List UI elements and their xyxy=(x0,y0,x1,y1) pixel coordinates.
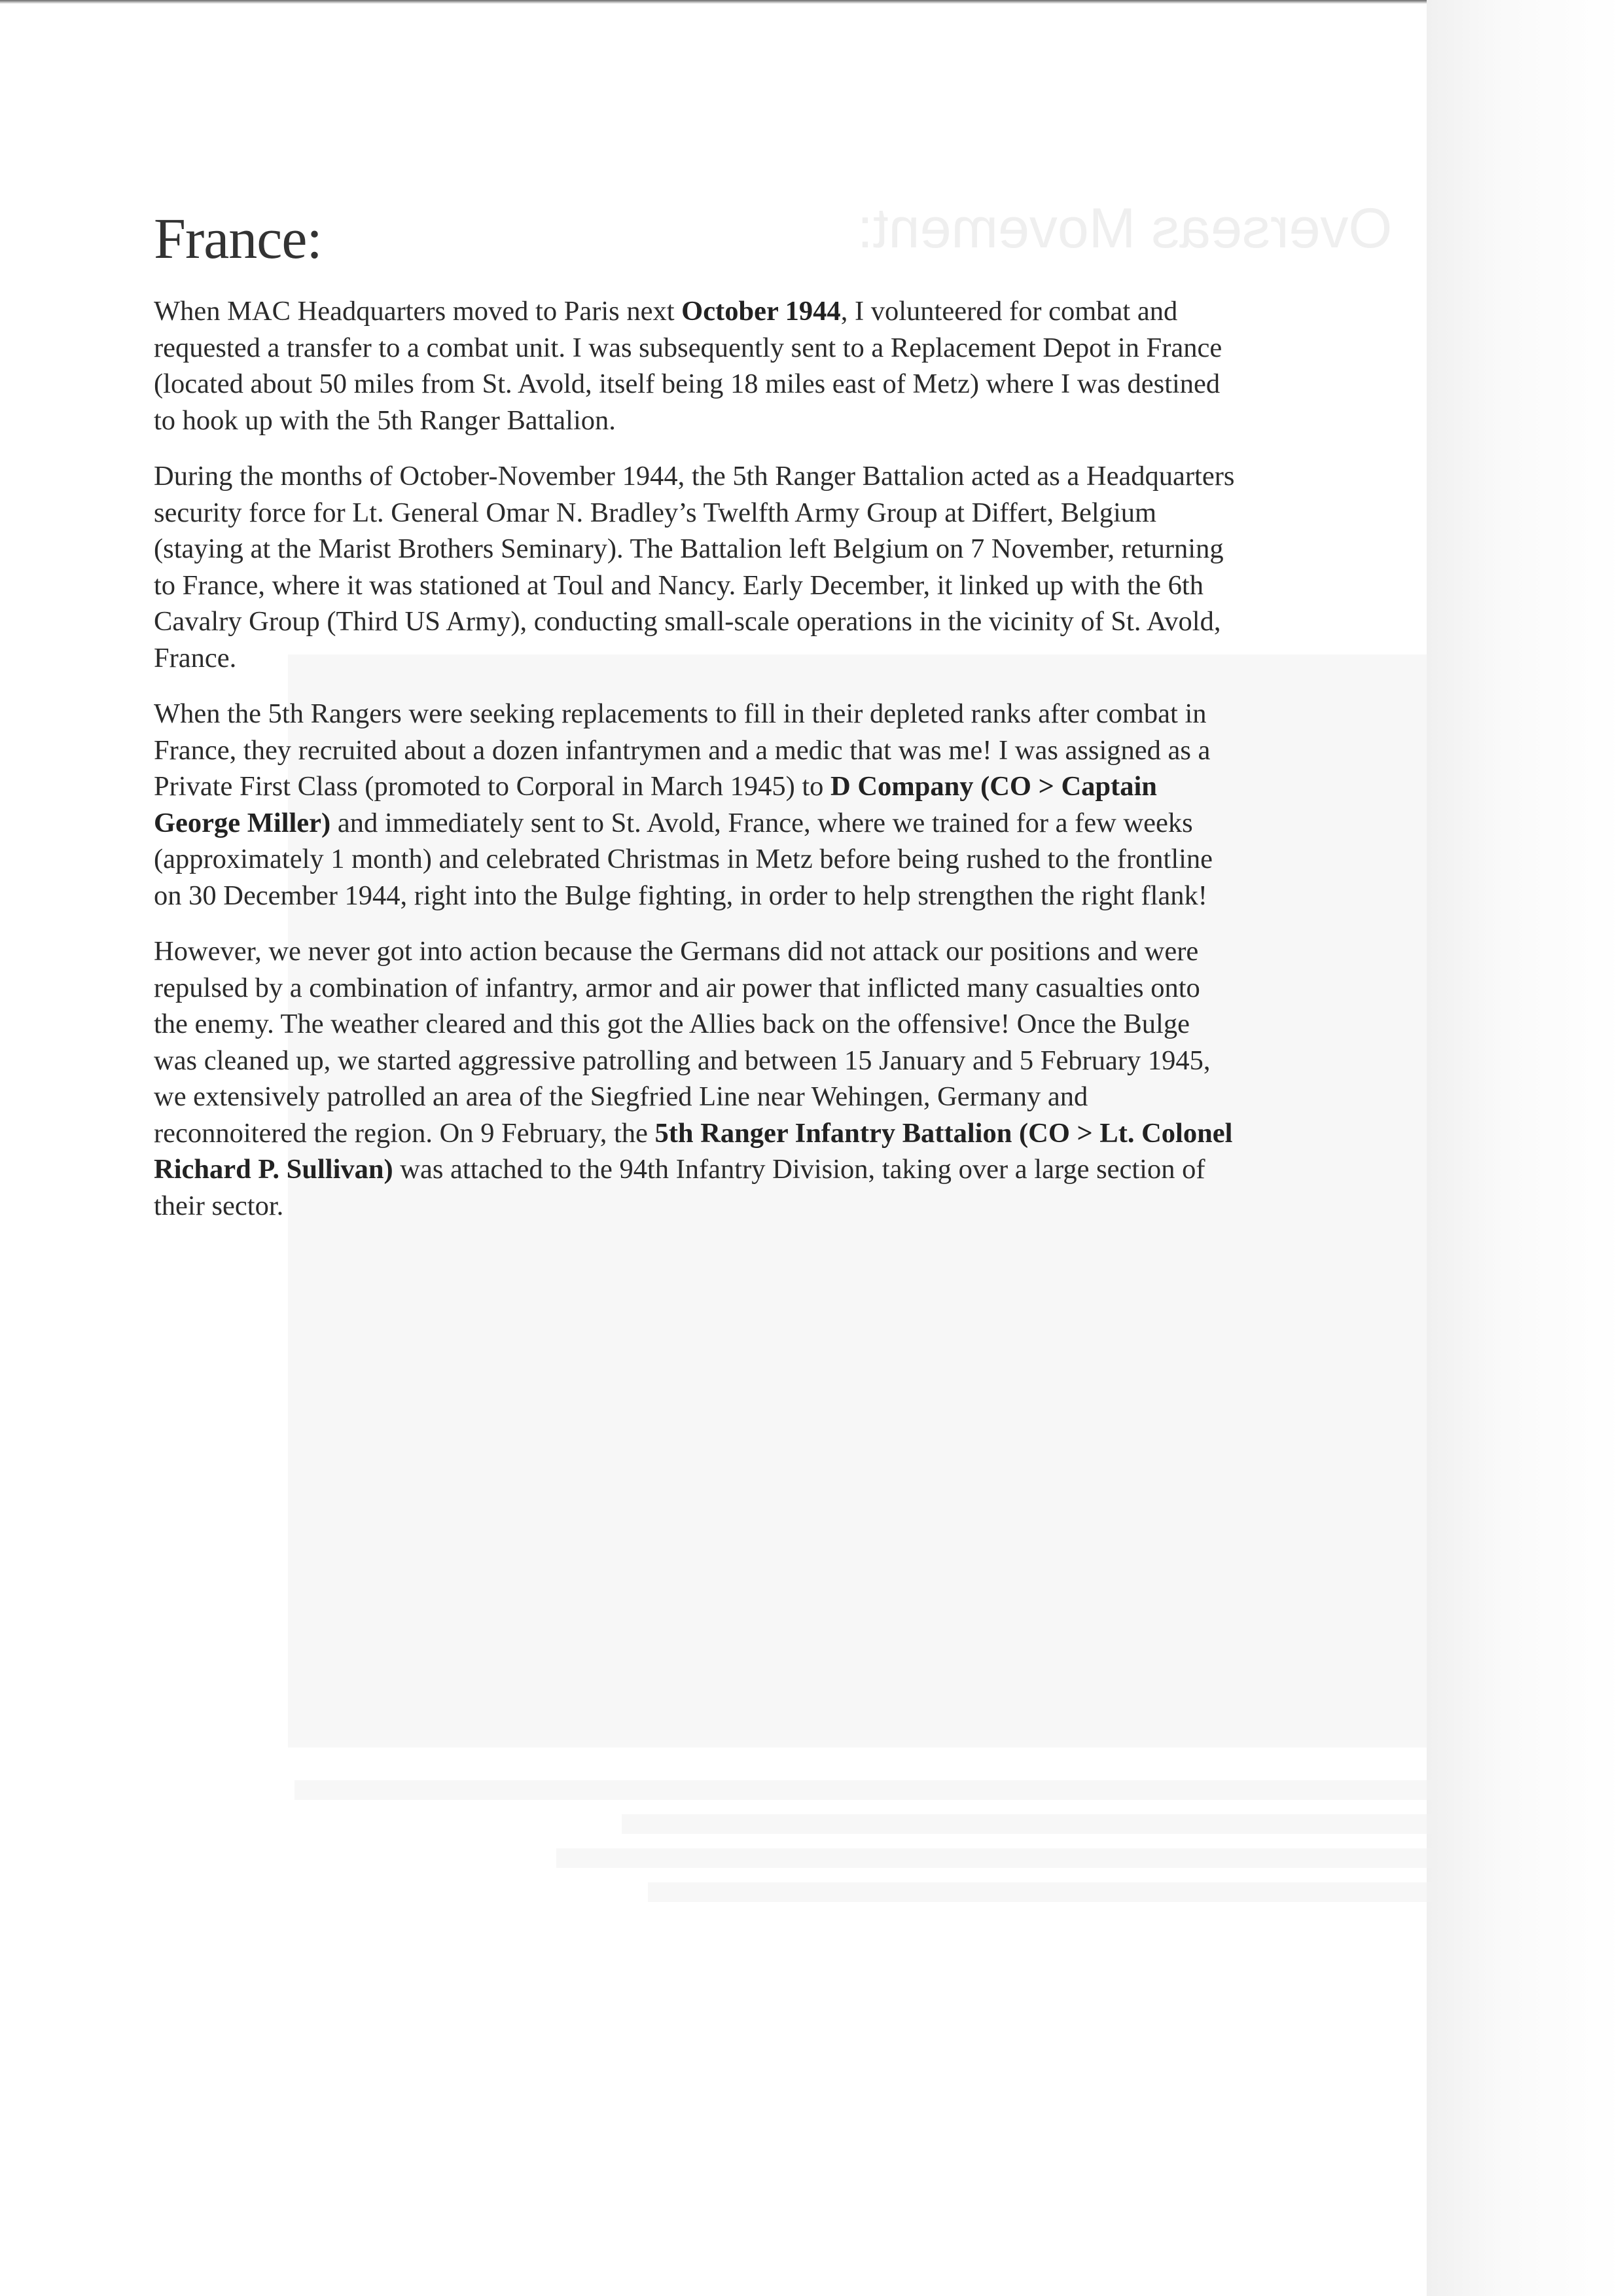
text-line xyxy=(154,1079,1430,1115)
text-line xyxy=(154,293,1430,330)
paragraph xyxy=(154,458,1430,676)
text-line xyxy=(154,495,1430,531)
text-line xyxy=(154,567,1430,604)
text-line xyxy=(154,640,1430,677)
text-run: Cavalry Group (Third US Army), conducting small-scale operations in the vicinity of St. Avold, xyxy=(154,606,1221,637)
text-run: their sector. xyxy=(154,1190,284,1221)
text-run: and immediately sent to St. Avold, France, where we trained for a few weeks xyxy=(330,807,1193,838)
text-line xyxy=(154,1006,1430,1043)
text-line xyxy=(154,1188,1430,1225)
paragraph xyxy=(154,293,1430,439)
text-run: to France, where it was stationed at Toul and Nancy. Early December, it linked up with the 6th xyxy=(154,569,1204,601)
text-run: the enemy. The weather cleared and this got the Allies back on the offensive! Once the Bulge xyxy=(154,1009,1190,1039)
text-run: (approximately 1 month) and celebrated Christmas in Metz before being rushed to the frontline xyxy=(154,844,1213,874)
paragraph xyxy=(154,933,1430,1224)
text-line xyxy=(154,603,1430,640)
text-line xyxy=(154,531,1430,567)
text-run: France, they recruited about a dozen infantrymen and a medic that was me! I was assigned as a xyxy=(154,734,1211,766)
bold-text: 5th Ranger Infantry Battalion (CO > Lt. Colonel xyxy=(654,1117,1233,1149)
text-line xyxy=(154,1151,1430,1188)
text-run: When MAC Headquarters moved to Paris next xyxy=(154,296,682,327)
text-line xyxy=(154,933,1430,970)
text-line xyxy=(154,1115,1430,1152)
text-line xyxy=(154,841,1430,878)
text-line xyxy=(154,805,1430,842)
text-run: to hook up with the 5th Ranger Battalion. xyxy=(154,404,616,436)
text-run: was cleaned up, we started aggressive patrolling and between 15 January and 5 February 1945, xyxy=(154,1045,1211,1076)
bold-text: D Company (CO > Captain xyxy=(830,771,1157,802)
text-line xyxy=(154,1043,1430,1079)
text-run: , I volunteered for combat and xyxy=(840,296,1178,327)
text-run: When the 5th Rangers were seeking replacements to fill in their depleted ranks after combat in xyxy=(154,698,1207,729)
scan-right-shading xyxy=(1427,0,1623,2296)
bold-text: October 1944 xyxy=(681,296,841,327)
text-run: France. xyxy=(154,642,237,673)
text-run: on 30 December 1944, right into the Bulge fighting, in order to help strengthen the right flank! xyxy=(154,880,1207,911)
section-heading: France: xyxy=(154,207,322,271)
text-run: requested a transfer to a combat unit. I was subsequently sent to a Replacement Depot in France xyxy=(154,332,1222,363)
paragraph xyxy=(154,696,1430,914)
text-run: Private First Class (promoted to Corporal in March 1945) to xyxy=(154,771,831,802)
bleed-through-heading: Overseas Movement: xyxy=(857,197,1393,260)
text-line xyxy=(154,403,1430,439)
text-run: reconnoitered the region. On 9 February, the xyxy=(154,1117,655,1149)
bold-text: Richard P. Sullivan) xyxy=(154,1154,393,1185)
bold-text: George Miller) xyxy=(154,807,331,838)
text-run: However, we never got into action because the Germans did not attack our positions and were xyxy=(154,936,1199,967)
text-run: security force for Lt. General Omar N. Bradley’s Twelfth Army Group at Differt, Belgium xyxy=(154,497,1157,528)
text-run: During the months of October-November 1944, the 5th Ranger Battalion acted as a Headquarters xyxy=(154,461,1235,492)
text-line xyxy=(154,458,1430,495)
text-line xyxy=(154,970,1430,1007)
text-line xyxy=(154,330,1430,367)
body-text xyxy=(154,293,1430,1244)
bleed-through-caption xyxy=(275,1780,1433,1916)
scan-top-edge xyxy=(0,0,1623,4)
text-run: (located about 50 miles from St. Avold, itself being 18 miles east of Metz) where I was destined xyxy=(154,368,1221,399)
text-run: was attached to the 94th Infantry Division, taking over a large section of xyxy=(393,1154,1205,1185)
text-run: (staying at the Marist Brothers Seminary). The Battalion left Belgium on 7 November, returning xyxy=(154,533,1224,564)
text-line xyxy=(154,366,1430,403)
text-line xyxy=(154,768,1430,805)
text-line xyxy=(154,878,1430,914)
text-line xyxy=(154,732,1430,769)
text-run: repulsed by a combination of infantry, armor and air power that inflicted many casualties onto xyxy=(154,972,1200,1003)
text-run: we extensively patrolled an area of the Siegfried Line near Wehingen, Germany and xyxy=(154,1081,1088,1112)
text-line xyxy=(154,696,1430,732)
